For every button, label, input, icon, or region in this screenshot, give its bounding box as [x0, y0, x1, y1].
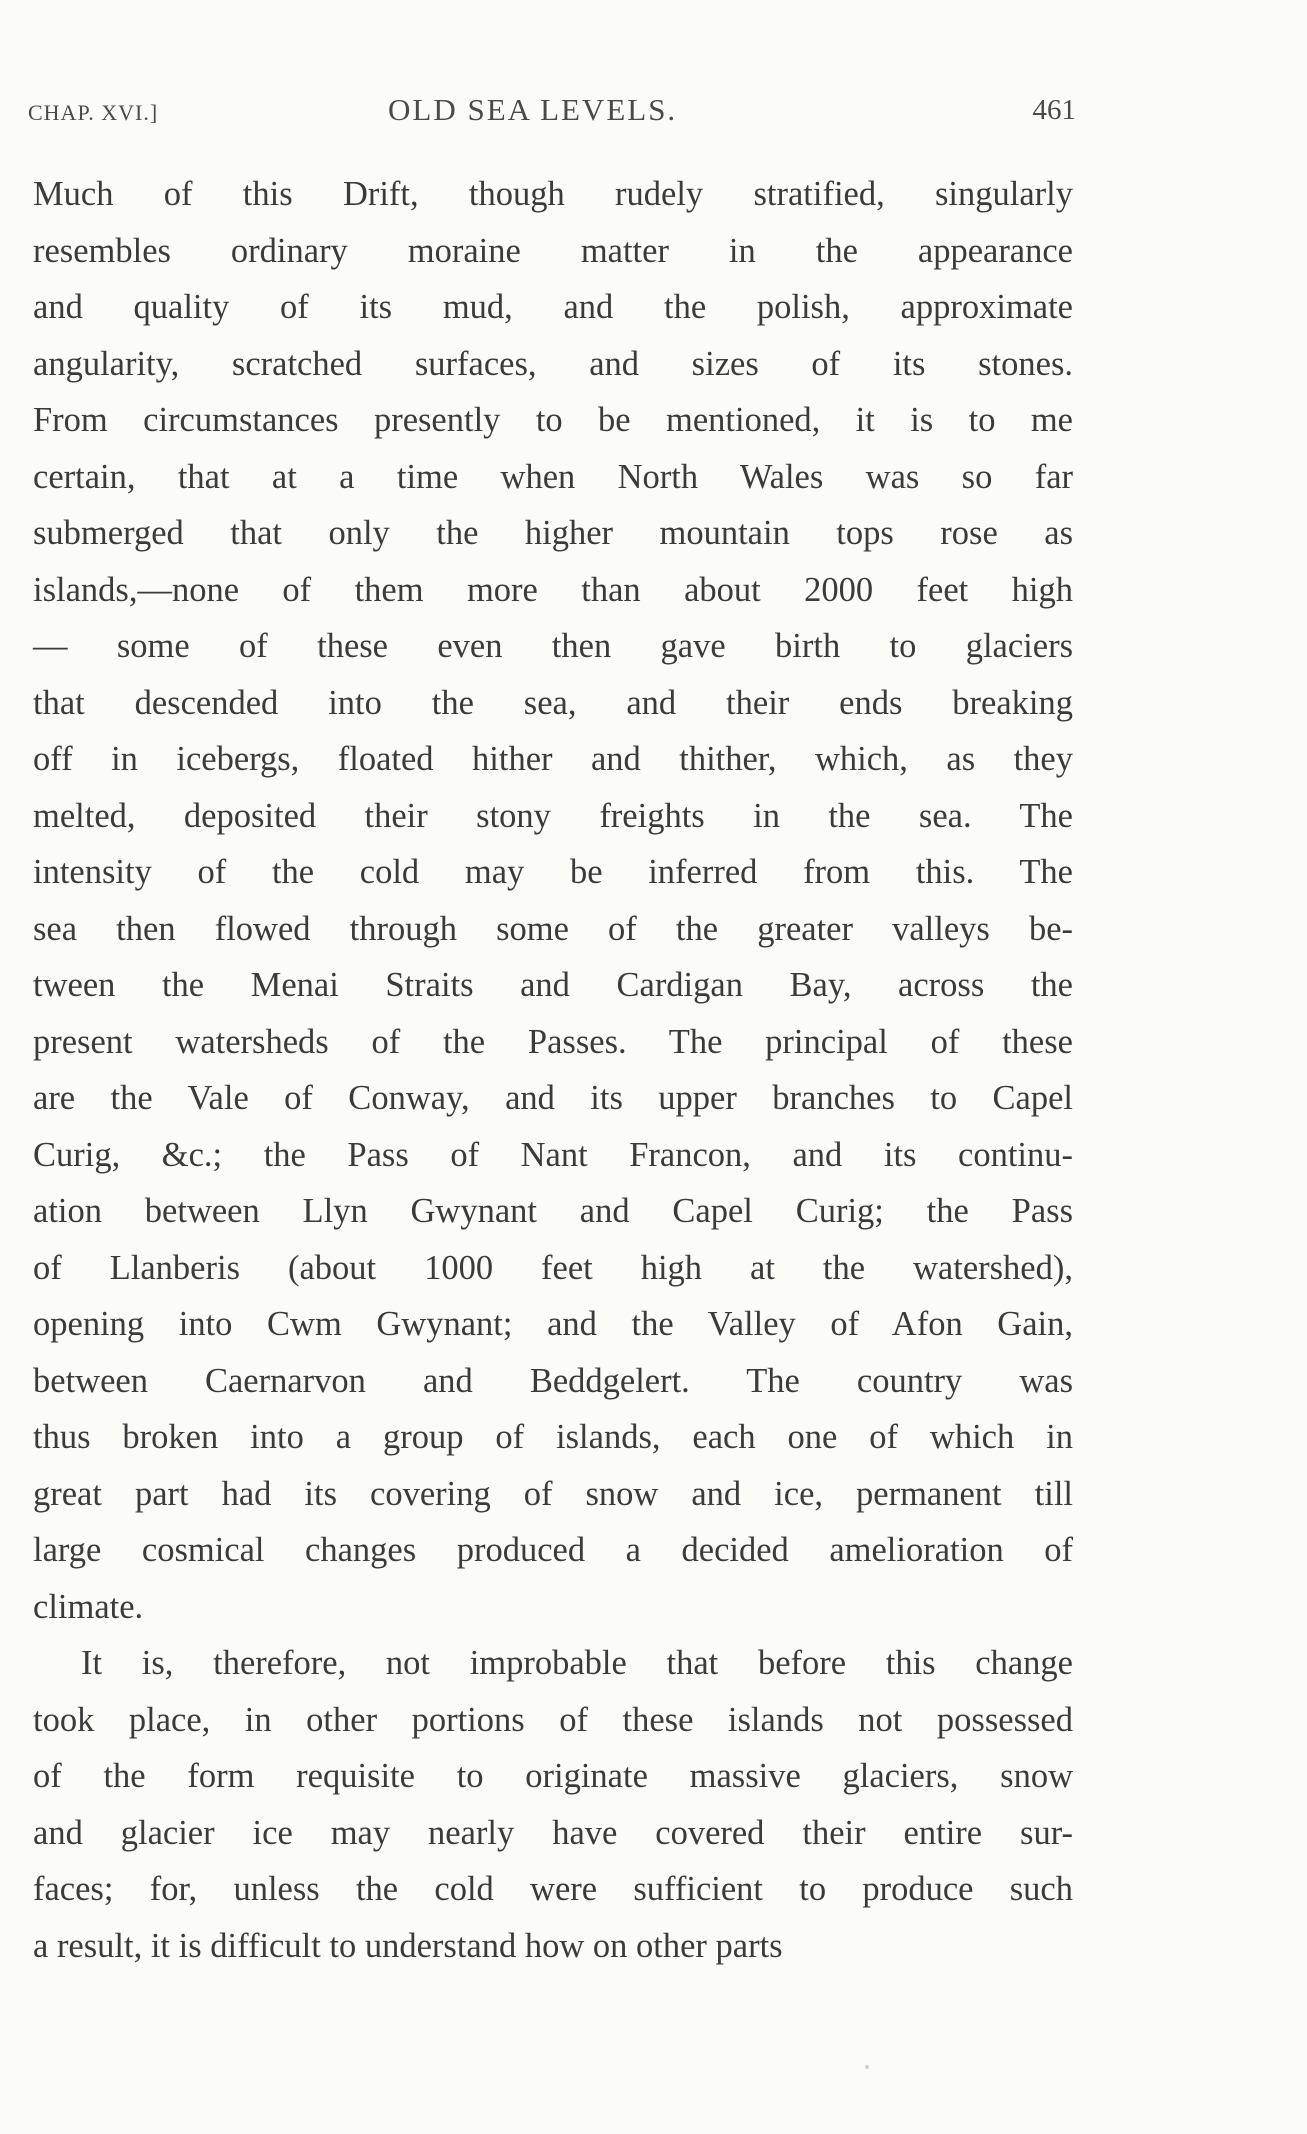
text-line: — some of these even then gave birth to glaciers: [33, 627, 1073, 665]
text-line: large cosmical changes produced a decided amelioration of: [33, 1531, 1073, 1569]
page-number: 461: [1032, 94, 1076, 126]
paragraph: [33, 166, 1073, 1635]
text-line: took place, in other portions of these islands not possessed: [33, 1700, 1073, 1739]
text-line: submerged that only the higher mountain tops rose as: [33, 514, 1073, 552]
text-line: great part had its covering of snow and ice, permanent till: [33, 1474, 1073, 1513]
text-line: angularity, scratched surfaces, and sizes of its stones.: [33, 344, 1073, 383]
text-line: are the Vale of Conway, and its upper branches to Capel: [33, 1079, 1073, 1117]
text-line: between Caernarvon and Beddgelert. The country was: [33, 1361, 1073, 1400]
body-text: [33, 166, 1073, 1974]
text-line: climate.: [33, 1587, 144, 1626]
text-line: ation between Llyn Gwynant and Capel Curig; the Pass: [33, 1192, 1073, 1230]
text-line: intensity of the cold may be inferred from this. The: [33, 853, 1073, 891]
text-line: and glacier ice may nearly have covered their entire sur-: [33, 1813, 1073, 1852]
text-line: faces; for, unless the cold were sufficient to produce such: [33, 1870, 1073, 1908]
text-line: and quality of its mud, and the polish, approximate: [33, 288, 1073, 326]
text-line: From circumstances presently to be mentioned, it is to me: [33, 401, 1073, 439]
text-line: certain, that at a time when North Wales was so far: [33, 457, 1073, 496]
text-line: tween the Menai Straits and Cardigan Bay, across the: [33, 966, 1073, 1004]
text-line: islands,—none of them more than about 2000 feet high: [33, 570, 1073, 609]
text-line: It is, therefore, not improbable that before this change: [81, 1644, 1073, 1682]
text-line: resembles ordinary moraine matter in the appearance: [33, 231, 1073, 270]
paragraph: [33, 1635, 1073, 1974]
text-line: of Llanberis (about 1000 feet high at the watershed),: [33, 1248, 1073, 1287]
text-line: a result, it is difficult to understand how on other parts: [33, 1926, 783, 1965]
page-title: OLD SEA LEVELS.: [388, 92, 678, 127]
text-line: sea then flowed through some of the greater valleys be-: [33, 909, 1073, 948]
text-line: present watersheds of the Passes. The principal of these: [33, 1022, 1073, 1061]
running-head: [28, 92, 1076, 132]
chapter-label: CHAP. XVI.]: [28, 100, 159, 125]
text-line: off in icebergs, floated hither and thither, which, as they: [33, 740, 1073, 778]
text-line: of the form requisite to originate massive glaciers, snow: [33, 1757, 1073, 1795]
text-line: opening into Cwm Gwynant; and the Valley of Afon Gain,: [33, 1305, 1073, 1343]
paper-speck: [865, 2065, 869, 2069]
text-line: Curig, &c.; the Pass of Nant Francon, and its continu-: [33, 1135, 1073, 1174]
text-line: melted, deposited their stony freights in the sea. The: [33, 796, 1073, 835]
text-line: that descended into the sea, and their ends breaking: [33, 683, 1073, 722]
text-line: thus broken into a group of islands, each one of which in: [33, 1418, 1073, 1456]
text-line: Much of this Drift, though rudely stratified, singularly: [33, 175, 1073, 213]
